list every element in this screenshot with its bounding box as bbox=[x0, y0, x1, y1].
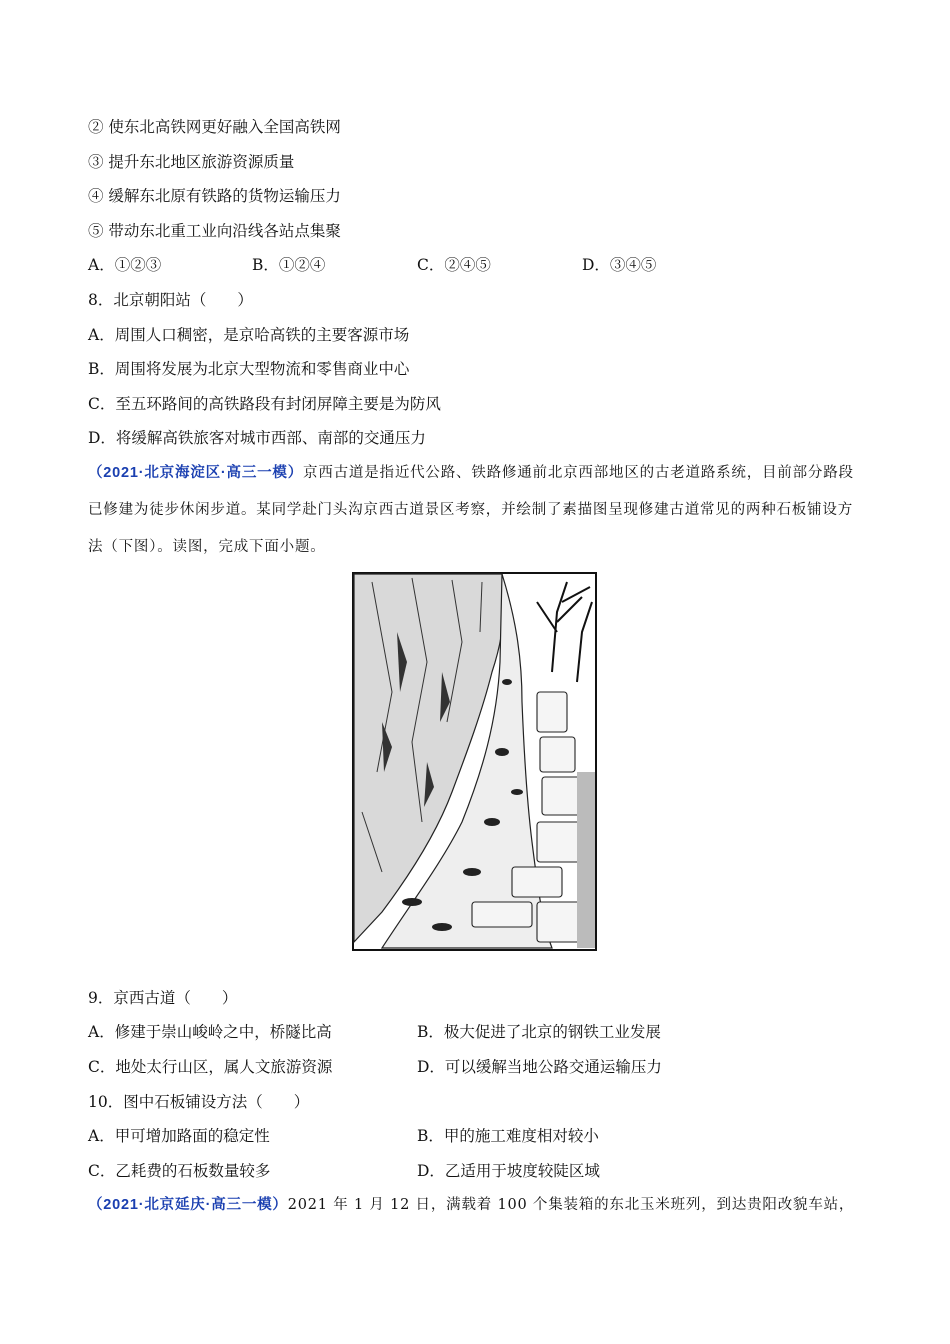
q8-option-c: C．至五环路间的高铁路段有封闭屏障主要是为防风 bbox=[88, 395, 441, 413]
q8-option-d: D．将缓解高铁旅客对城市西部、南部的交通压力 bbox=[88, 429, 426, 447]
q9-option-d: D．可以缓解当地公路交通运输压力 bbox=[417, 1058, 662, 1076]
passage-1 bbox=[88, 455, 863, 566]
passage-1-source: （2021·北京海淀区·高三一模） bbox=[88, 465, 304, 481]
q8-stem: 8．北京朝阳站（ ） bbox=[88, 291, 253, 309]
q10-option-a: A．甲可增加路面的稳定性 bbox=[88, 1127, 270, 1145]
q7-item-3: ③ 提升东北地区旅游资源质量 bbox=[88, 153, 295, 171]
q10-stem: 10．图中石板铺设方法（ ） bbox=[88, 1093, 310, 1111]
q7-option-c: C．②④⑤ bbox=[417, 256, 491, 274]
q10-option-b: B．甲的施工难度相对较小 bbox=[417, 1127, 599, 1145]
passage-2-source: （2021·北京延庆·高三一模） bbox=[88, 1197, 288, 1213]
q7-item-5: ⑤ 带动东北重工业向沿线各站点集聚 bbox=[88, 222, 341, 240]
q7-item-4: ④ 缓解东北原有铁路的货物运输压力 bbox=[88, 187, 341, 205]
q9-stem: 9．京西古道（ ） bbox=[88, 989, 238, 1007]
q10-option-c: C．乙耗费的石板数量较多 bbox=[88, 1162, 271, 1180]
q9-option-b: B．极大促进了北京的钢铁工业发展 bbox=[417, 1023, 661, 1041]
q9-option-a: A．修建于崇山峻岭之中，桥隧比高 bbox=[88, 1023, 332, 1041]
q7-option-a: A．①②③ bbox=[88, 256, 162, 274]
passage-2 bbox=[88, 1187, 863, 1224]
q7-option-b: B．①②④ bbox=[252, 256, 326, 274]
q8-option-b: B．周围将发展为北京大型物流和零售商业中心 bbox=[88, 360, 410, 378]
q7-item-2: ② 使东北高铁网更好融入全国高铁网 bbox=[88, 118, 341, 136]
q10-option-d: D．乙适用于坡度较陡区域 bbox=[417, 1162, 600, 1180]
q9-option-c: C．地处太行山区，属人文旅游资源 bbox=[88, 1058, 333, 1076]
q8-option-a: A．周围人口稠密，是京哈高铁的主要客源市场 bbox=[88, 326, 410, 344]
q7-option-d: D．③④⑤ bbox=[582, 256, 657, 274]
passage-1-text: 京西古道是指近代公路、铁路修通前北京西部地区的古老道路系统，目前部分路段已修建为徒步休闲步道。某同学赴门头沟京西古道景区考察，并绘制了素描图呈现修建古道常见的两种石板铺设方法（下图）。读图，完成下面小题。 bbox=[88, 465, 854, 555]
stone-path-sketch bbox=[352, 572, 597, 951]
passage-2-text: 2021 年 1 月 12 日，满载着 100 个集装箱的东北玉米班列，到达贵阳改貌车站， bbox=[287, 1197, 855, 1213]
